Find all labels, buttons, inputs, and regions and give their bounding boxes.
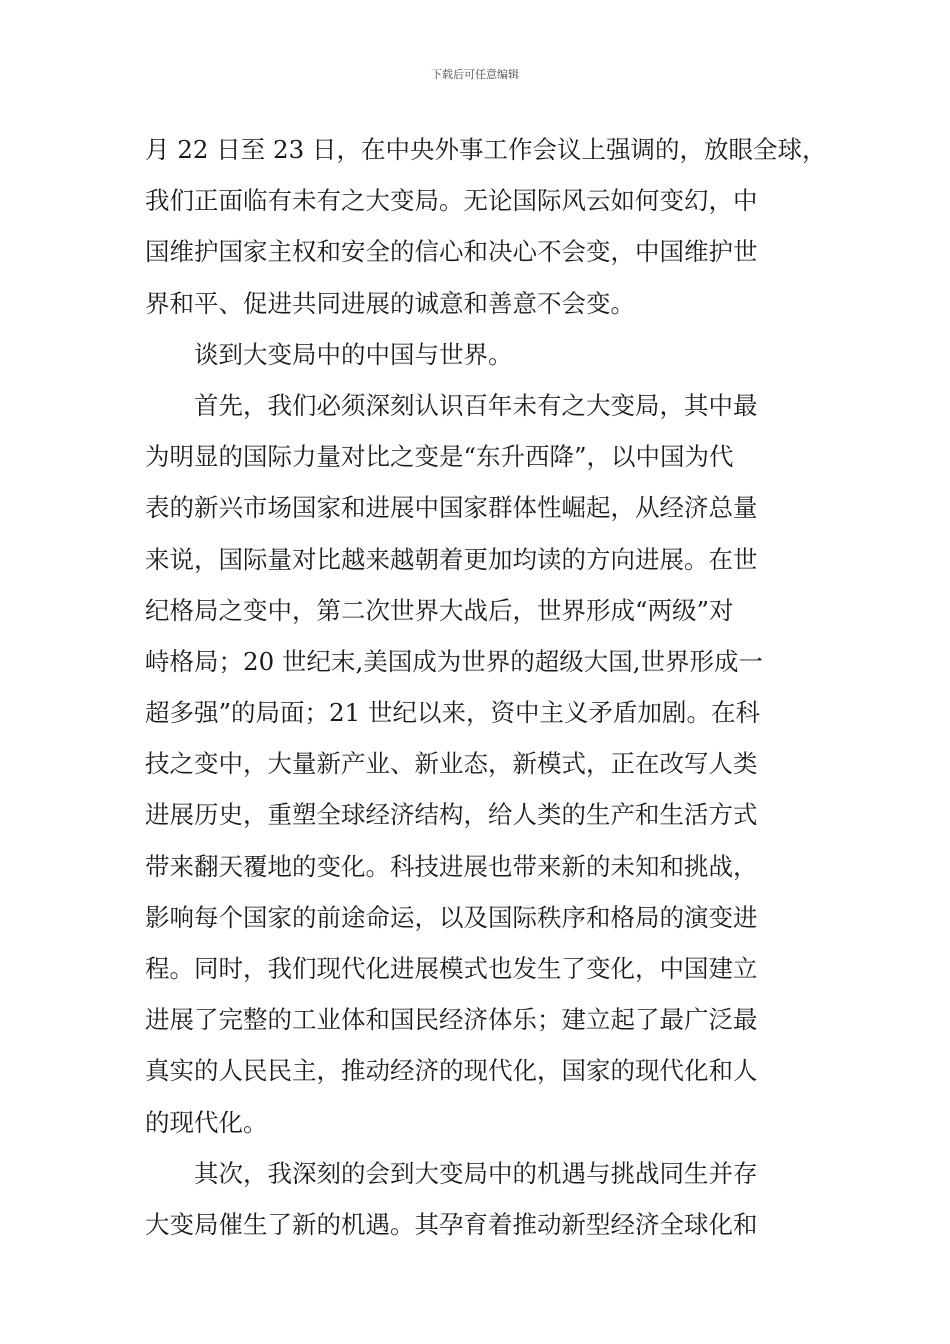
text-line: 带来翻天覆地的变化。科技进展也带来新的未知和挑战， xyxy=(145,851,758,881)
text-line: 超多强”的局面；21 世纪以来，资中主义矛盾加剧。在科 xyxy=(145,698,760,728)
text-line: 技之变中，大量新产业、新业态，新模式，正在改写人类 xyxy=(145,749,758,779)
paragraph-start: 首先，我们必须深刻认识百年未有之大变局，其中最 xyxy=(194,390,758,420)
text-line: 影响每个国家的前途命运，以及国际秩序和格局的演变进 xyxy=(145,902,758,932)
text-line: 峙格局；20 世纪末,美国成为世界的超级大国,世界形成一 xyxy=(145,646,764,676)
text-line: 表的新兴市场国家和进展中国家群体性崛起，从经济总量 xyxy=(145,493,758,523)
text-line: 我们正面临有未有之大变局。无论国际风云如何变幻，中 xyxy=(145,186,758,216)
page-header: 下载后可任意编辑 xyxy=(431,68,519,81)
paragraph-start: 其次，我深刻的会到大变局中的机遇与挑战同生并存 xyxy=(194,1158,758,1188)
text-line: 的现代化。 xyxy=(145,1107,268,1137)
body-text xyxy=(145,124,827,1250)
text-line: 大变局催生了新的机遇。其孕育着推动新型经济全球化和 xyxy=(145,1209,758,1239)
text-line: 月 22 日至 23 日，在中央外事工作会议上强调的，放眼全球， xyxy=(145,135,827,164)
text-line: 真实的人民民主，推动经济的现代化，国家的现代化和人 xyxy=(145,1056,758,1086)
text-line: 为明显的国际力量对比之变是“东升西降”，以中国为代 xyxy=(145,442,734,472)
text-line: 界和平、促进共同进展的诚意和善意不会变。 xyxy=(145,288,635,318)
text-line: 进展了完整的工业体和国民经济体乐；建立起了最广泛最 xyxy=(145,1005,758,1035)
text-line: 纪格局之变中，第二次世界大战后，世界形成“两级”对 xyxy=(145,595,734,625)
text-line: 进展历史，重塑全球经济结构，给人类的生产和生活方式 xyxy=(145,800,758,830)
text-line: 来说，国际量对比越来越朝着更加均读的方向进展。在世 xyxy=(145,544,758,574)
text-line: 程。同时，我们现代化进展模式也发生了变化，中国建立 xyxy=(145,954,758,983)
paragraph-start: 谈到大变局中的中国与世界。 xyxy=(194,339,513,369)
text-line: 国维护国家主权和安全的信心和决心不会变，中国维护世 xyxy=(145,237,758,267)
